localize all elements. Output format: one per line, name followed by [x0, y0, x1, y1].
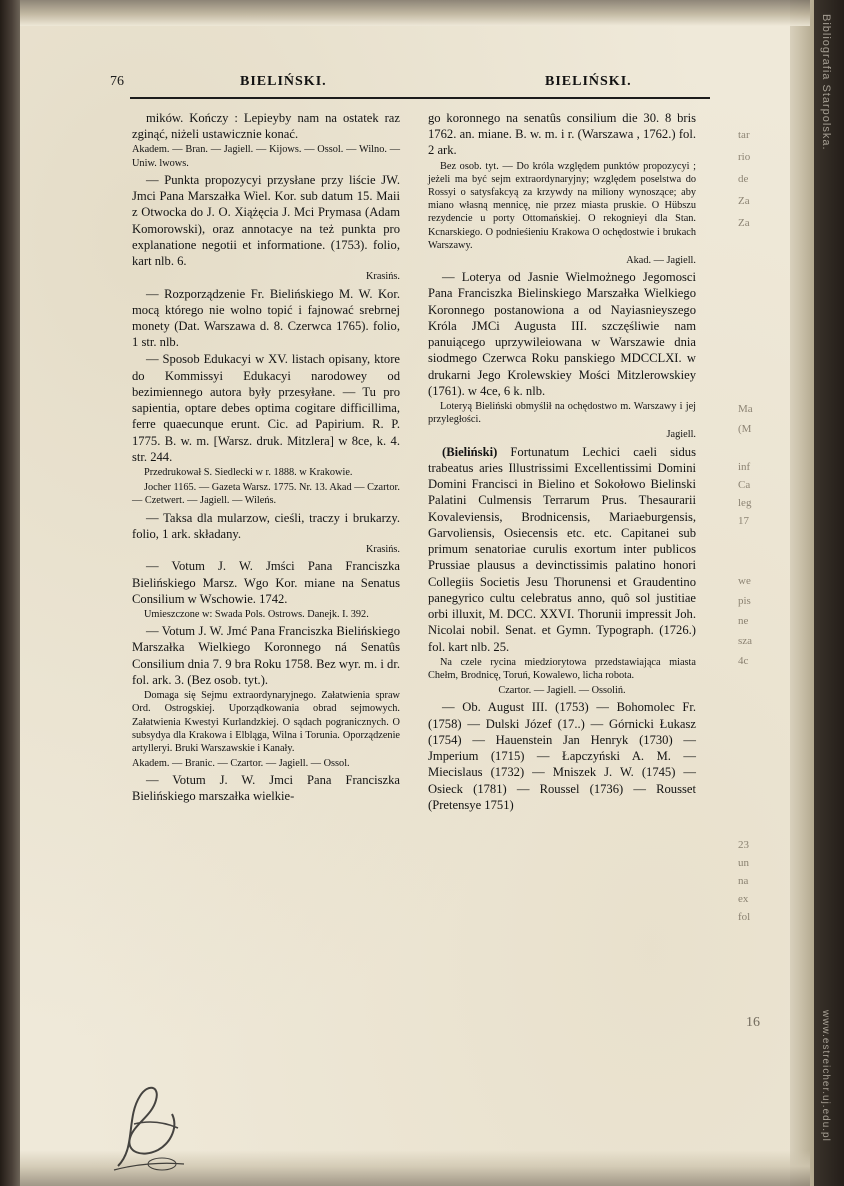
- running-head-right: BIELIŃSKI.: [545, 74, 632, 89]
- paragraph: — Votum J. W. Jmć Pana Franciszka Bielińskiego Marszałka Wielkiego Koronnego ná Senatûs Consilium dnia 7. 9 bra Roku 1758. Bez wyr. m. i dr. fol. ark. 3. (Bez osob. tyt.).: [132, 624, 400, 687]
- paragraph: — Punkta propozycyi przysłane przy liście JW. Jmci Pana Marszałka Wiel. Kor. sub datum 15. Maii z Otwocka do J. O. Xiążęcia J. Mci Prymasa (Adam Komorowski), oraz annotacye na też punkta pro explanatione negotii et informatione. (1753). folio, kart nlb. 6.: [132, 172, 400, 268]
- source-note: Jocher 1165. — Gazeta Warsz. 1775. Nr. 13. Akad — Czartor. — Czetwert. — Jagiell. — Wileńs.: [132, 482, 400, 507]
- handwritten-signature-icon: [106, 1078, 226, 1173]
- right-dark-gutter: [814, 0, 844, 1186]
- margin-bleed-7: (M: [738, 423, 752, 435]
- source-note: Umieszczone w: Swada Pols. Ostrows. Danejk. I. 392.: [144, 609, 369, 621]
- margin-bleed-18: un: [738, 857, 749, 869]
- source-note: Domaga się Sejmu extraordynaryjnego. Załatwienia spraw Ord. Ostrogskiej. Uporządkowania obrad sejmowych. Załatwienia Kwestyi Kurlandzkiej. O sądach pogranicznych. O subsydya dla Krakowa i Elbląga, Wilna i Torunia. Oporządzenie artylleryi. Bruki Warszawskie i Kanały.: [132, 690, 400, 754]
- source-note: Na czele rycina miedziorytowa przedstawiająca miasta Chełm, Brodnicę, Toruń, Kowalewo, licha robota.: [428, 656, 696, 681]
- margin-bleed-20: ex: [738, 893, 749, 905]
- margin-page-number: 16: [746, 1015, 760, 1030]
- source-signature: Krasińs.: [365, 271, 400, 283]
- margin-bleed-5: Za: [738, 217, 750, 229]
- entry-headword: (Bieliński): [442, 444, 498, 459]
- watermark-bottom: www.estreicher.uj.edu.pl: [820, 1010, 831, 1142]
- source-note: Bez osob. tyt. — Do króla względem punktów propozycyi ; jeżeli ma być sejm extraordynaryjny; względem poselstwa do Rossyi o satysfakcyą za krzywdy na miliony wynoszące; aby miano własną mennicę, nie przez miasta pruskie. O Hübszu rezydencie u porty Ottomańskiej. O rekognieyi dla Stan. Kcnarskiego. O podnieśieniu Krakowa O ochędostwie i brukach Warszawy.: [428, 160, 696, 251]
- source-note: Przedrukował S. Siedlecki w r. 1888. w Krakowie.: [144, 467, 353, 479]
- source-signature: Krasińs.: [365, 544, 400, 556]
- source-signature: Czartor. — Jagiell. — Ossoliń.: [498, 685, 626, 697]
- paragraph: — Sposob Edukacyi w XV. listach opisany, ktore do Kommissyi Edukacyi narodowey od bezimiennego autora były przesyłane. — Tu pro sapientia, optare debes optima cogitare difficillima, ferre quaecunque erunt. Cic. ad Papirium. R. P. 1775. B. w. m. [Warsz. druk. Mitzlera] w 8ce, k. 4. str. 244.: [132, 352, 400, 464]
- page-content: [20, 0, 810, 1186]
- margin-bleed-8: inf: [738, 461, 751, 473]
- source-note: Akadem. — Branic. — Czartor. — Jagiell. — Ossol.: [132, 758, 350, 770]
- entry-paragraph: [428, 444, 696, 655]
- source-signature: Akad. — Jagiell.: [626, 254, 696, 266]
- margin-bleed-19: na: [738, 875, 749, 887]
- margin-bleed-14: ne: [738, 615, 749, 627]
- source-note: Akadem. — Bran. — Jagiell. — Kijows. — Ossol. — Wilno. — Uniw. lwows.: [132, 144, 400, 169]
- margin-bleed-10: leg: [738, 497, 752, 509]
- paragraph: — Taksa dla mularzow, cieśli, traczy i brukarzy. folio, 1 ark. składany.: [132, 510, 400, 541]
- margin-bleed-9: Ca: [738, 479, 751, 491]
- margin-bleed-21: fol: [738, 911, 751, 923]
- margin-bleed-4: Za: [738, 195, 750, 207]
- watermark-top: Bibliografia Starpolska.: [820, 14, 832, 151]
- margin-bleed-6: Ma: [738, 403, 753, 415]
- margin-bleed-12: we: [738, 575, 751, 587]
- margin-bleed-13: pis: [738, 595, 751, 607]
- column-right: [428, 110, 696, 814]
- folio-number: 76: [110, 74, 124, 89]
- margin-bleed-3: de: [738, 173, 749, 185]
- entry-body: Fortunatum Lechici caeli sidus trabeatus aries Illustrissimi Excellentissimi Domini Domini Francisci in Bielino et Sokołowo Bielinski Palatini Culmensis Terrarum Prus. Thesaurarii Kovaleviensis, Brodnicensis, Mariaeburgensis, Garvoliensis, Osiecensis etc. etc. Capitanei sub primum senatoriae curulis exortum inter publicos Prussiae plausus a devinctissimis palatino honori Collegiis Societis Jesu Thorunensi et Graudentino panegyrico cultu celebratus anno, quô sol justitiae orbi illuxit, M. DCC. XXVI. Thorunii impressit Joh. Nicolai nobil. Senat. et Gymn. Typograph. (1726.) fol. kart nlb. 25.: [428, 444, 696, 654]
- paragraph: — Ob. August III. (1753) –– Bohomolec Fr. (1758) — Dulski Józef (17..) — Górnicki Łukasz (1754) — Hauenstein Jan Henryk (1730) — Jmperium (1715) — Łapczyński A. M. — Miecislaus (1732) — Mniszek J. W. (1745) — Osieck (1781) — Roussel (1736) — Rousset (Pretensye 1751): [428, 700, 696, 812]
- margin-bleed-11: 17: [738, 515, 749, 527]
- margin-bleed-2: rio: [738, 151, 751, 163]
- header-rule: [130, 97, 710, 99]
- margin-bleed-17: 23: [738, 839, 749, 851]
- paragraph: — Loterya od Jasnie Wielmożnego Jegomosci Pana Franciszka Bielinskiego Marszałka Wielkiego Koronnego postanowiona a od Nayiasnieyszego Króla JMCi Augusta III. szczęśliwie nam panuiącego uprzywileiowana w Warszawie dnia siodmego Czerwca Roku panskiego MDCCLXI. w drukarni Jego Krolewskiey Mości Mitzlerowskiey (1761). w 4ce, 6 k. nlb.: [428, 270, 696, 398]
- source-signature: Jagiell.: [666, 429, 696, 441]
- margin-bleed-15: sza: [738, 635, 753, 647]
- paragraph: — Rozporządzenie Fr. Bielińskiego M. W. Kor. mocą którego nie wolno topić i fajnować srebrnej monety (Dat. Warszawa d. 8. Czerwca 1765). folio, 1 str. nlb.: [132, 286, 400, 350]
- source-note: Loteryą Bieliński obmyślił na ochędostwo m. Warszawy i jej przyległości.: [428, 401, 696, 426]
- running-head-left: BIELIŃSKI.: [240, 74, 327, 89]
- book-binding-left: [0, 0, 20, 1186]
- column-left: [132, 110, 400, 806]
- margin-bleed-16: 4c: [738, 655, 749, 667]
- paragraph: mików. Kończy : Lepieyby nam na ostatek raz zginąć, niżeli ustawicznie konać.: [132, 111, 400, 142]
- paragraph: go koronnego na senatûs consilium die 30. 8 bris 1762. an. miane. B. w. m. i r. (Warszawa , 1762.) fol. 2 ark.: [428, 111, 696, 158]
- paragraph: — Votum J. W. Jmci Pana Franciszka Bielińskiego marszałka wielkie-: [132, 773, 400, 804]
- margin-bleed-1: tar: [738, 129, 750, 141]
- paragraph: — Votum J. W. Jmści Pana Franciszka Bielińskiego Marsz. Wgo Kor. miane na Senatus Consilium w Wschowie. 1742.: [132, 559, 400, 606]
